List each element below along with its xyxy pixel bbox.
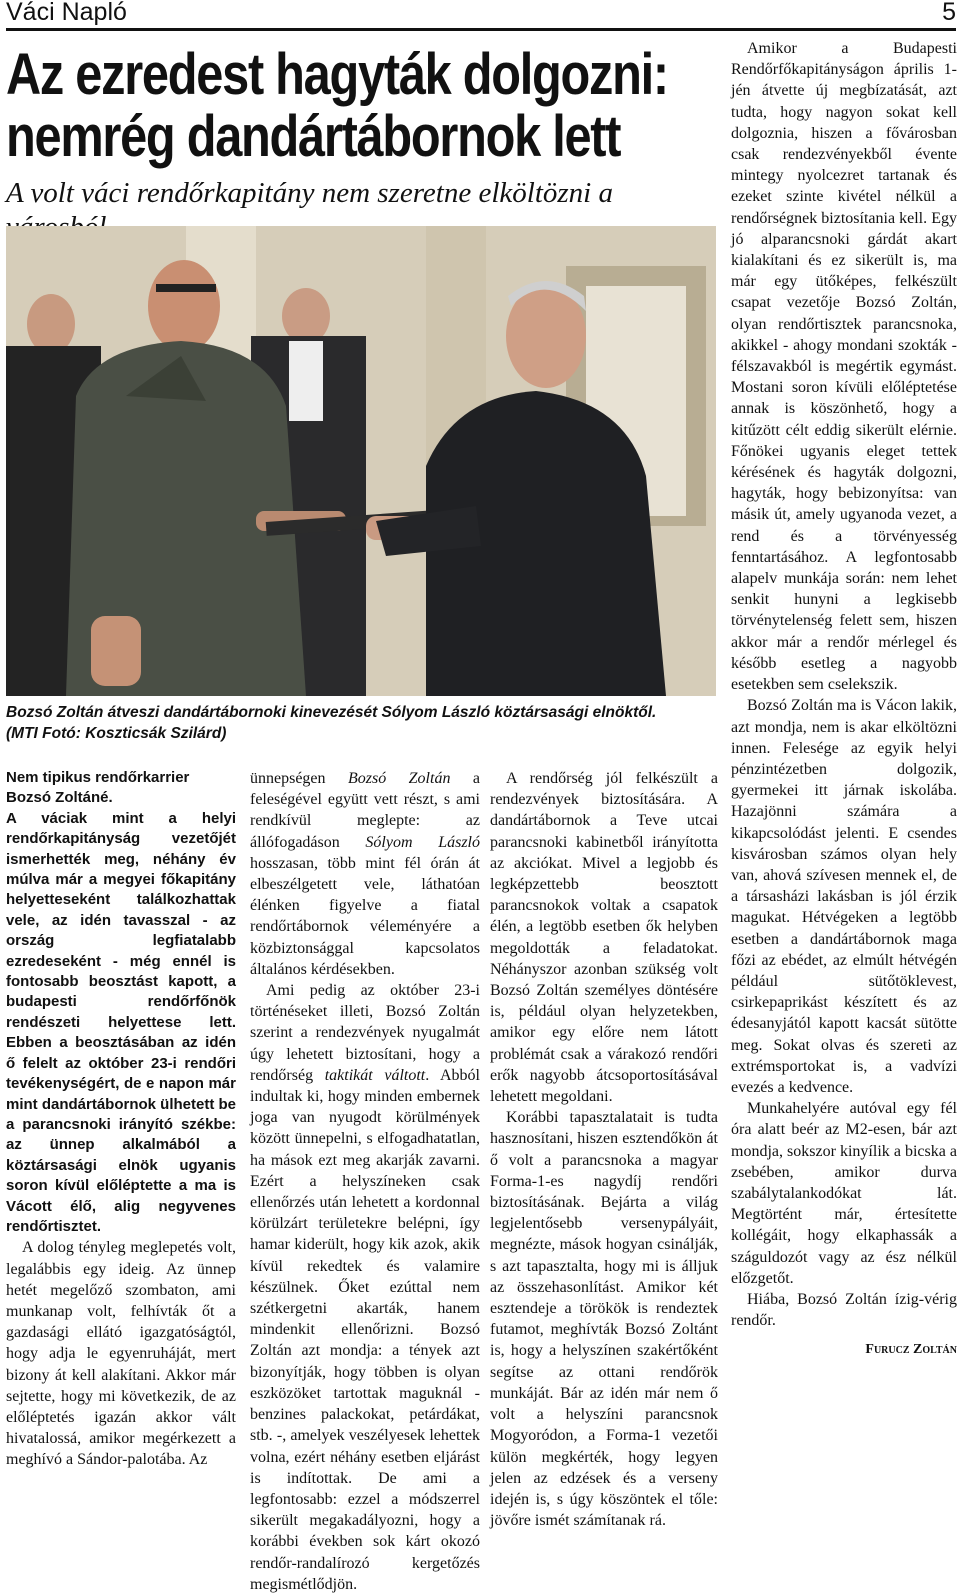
news-photo bbox=[6, 226, 716, 696]
page-number: 5 bbox=[942, 0, 956, 26]
article-column-3 bbox=[490, 768, 718, 1531]
article-column-4 bbox=[731, 38, 957, 1361]
headline-line-2: nemrég dandártábornok lett bbox=[6, 104, 621, 169]
article-column-1 bbox=[6, 768, 236, 1471]
lead-heading: Nem tipikus rendőrkarrier Bozsó Zoltáné. bbox=[6, 769, 190, 807]
body-paragraph-8: Munkahelyére autóval egy fél óra alatt beér az M2-esen, bár azt mondja, sokszor kinyílik a bicska a zsebében, amikor durva szabálytalankodókat lát. Megtörtént már, értesítette kollégáit, hogy elkaphassák a száguldozót vagy az ész nélkül előzgetőt. bbox=[731, 1100, 957, 1287]
person-name-solyom: Sólyom László bbox=[365, 833, 480, 851]
p2-text-a: ünnepségen bbox=[250, 770, 348, 787]
headline bbox=[6, 44, 720, 168]
body-paragraph-9: Hiába, Bozsó Zoltán ízig-vérig rendőr. bbox=[731, 1290, 957, 1330]
photo-credit: (MTI Fotó: Koszticsák Szilárd) bbox=[6, 725, 227, 742]
body-paragraph-4: A rendőrség jól felkészült a rendezvények biztosítására. A dandártábornok a Teve utcai parancsnoki kabinetből irányította az akciókat. Mivel a legjobb és legképzettebb beosztott parancsnokok voltak a csapatok élén, a legtöbb esetben ők helyben megoldották a feladatokat. Néhányszor azonban szükség volt Bozsó Zoltán személyes döntésére is, például olyan helyzetekben, amikor egy előre nem látott problémát csak a várakozó rendőri erők nagyobb átcsoportosításával lehetett megoldani. bbox=[490, 770, 718, 1106]
p3-emphasis: taktikát váltott bbox=[324, 1066, 426, 1084]
lead-paragraph: A váciak mint a helyi rendőrkapitányság vezetőjét ismerhették meg, néhány év múlva már a megyei főkapitány helyetteseként találkozhattak vele, az idén tavasszal - az ország legfiatalabb ezredeseként - még ennél is fontosabb beosztást kapott, a budapesti rendőrfőnök rendészeti helyettese lett. Ebben a beosztásában az idén ő felelt az október 23-i rendőri tevékenységért, de e napon már mint dandártábornok ülhetett be a parancsnoki irányító székbe: az ünnep alkalmából a köztársasági elnök ugyanis soron kívül előléptette a ma is Vácott élő, alig negyvenes rendőrtisztet. bbox=[6, 809, 237, 1235]
paper-name: Váci Napló bbox=[6, 0, 127, 26]
body-paragraph-1: A dolog tényleg meglepetés volt, legalábbis egy ideig. Az ünnep hetét megelőző szombaton, ami munkanap volt, felhívták őt a gazdasági ellátó igazgatóságtól, hogy adja le egyenruháját, mert bizony át kell alakítani. Akkor már sejtette, hogy mi következik, de az előléptetés igazán akkor vált hivatalossá, amikor megérkezett a meghívó a Sándor-palotába. Az bbox=[6, 1239, 236, 1469]
p2-text-c: hosszasan, több mint fél órán át elbeszélgetett vele, láthatóan élénken figyelve a fiatal rendőrtábornok véleményére a közbiztonsággal kapcsolatos általános kérdésekben. bbox=[250, 854, 480, 978]
p2-text-b: a feleségével együtt vett részt, s ami rendkívül meglepte: az állófogadáson bbox=[250, 770, 481, 851]
body-paragraph-6: Amikor a Budapesti Rendőrfőkapitányságon április 1-jén átvette új megbízatását, azt tudta, hogy nagyon sokat kell dolgoznia, hiszen a fővárosban csak rendezvényekből évente mintegy nyolcezret tartanak és ezeket szinte kivétel nélkül a rendőrségnek biztosítania kell. Egy jó alparancsnoki gárdát akart kialakítani és ez sikerült is, ma már egy ütőképes, felkészült csapat vezetője Bozsó Zoltán, olyan rendőrtisztek parancsnoka, akikkel - ahogy mondani szokták - félszavakból is megértik egymást. Mostani soron kívüli előléptetése annak is köszönhető, hogy a kitűzött célt eddig sikerült elérnie. Főnökei ugyanis eleget tettek kérésének és hagyták dolgozni, hagyták, hogy bebizonyítsa: van másik út, amely ugyanoda vezet, a rend és a törvényesség fenntartásához. A legfontosabb alapelv munkája során: nem lehet senkit hunyni a legkisebb törvénytelenség felett sem, hiszen akkor már a rendőr mérlegel és később esetleg a nagyobb esetekben sem cselekszik. bbox=[731, 40, 957, 694]
article-column-2 bbox=[250, 768, 480, 1595]
body-paragraph-3 bbox=[250, 980, 480, 1595]
byline: Furucz Zoltán bbox=[865, 1342, 957, 1358]
photo-illustration bbox=[6, 226, 716, 696]
subheadline: A volt váci rendőrkapitány nem szeretne elköltözni a bbox=[6, 177, 613, 209]
page-header bbox=[6, 0, 956, 28]
photo-caption-text: Bozsó Zoltán átveszi dandártábornoki kinevezését Sólyom László köztársasági elnöktől. bbox=[6, 704, 657, 721]
photo-caption bbox=[6, 702, 726, 744]
body-paragraph-5: Korábbi tapasztalatait is tudta hasznosítani, hiszen esztendőkön át ő volt a parancsnoka a magyar Forma-1-es nagydíj rendőri biztosításának. Bejárta a világ legjelentősebb versenypályáit, megnézte, mások hogyan csinálják, s azt tapasztalta, hogy mi is álljuk az összehasonlítást. Amikor két esztendeje a törökök is rendeztek futamot, meghívták Bozsó Zoltánt is, hogy a helyszínen szakértőként segítse az ottani rendőrök munkáját. Bár az idén már nem ő volt a helyszíni parancsnok Mogyoródon, a Forma-1 vezetői külön megkérték, hogy legyen jelen az edzések és a verseny idején is, s úgy köszöntek el tőle: jövőre ismét számítanak rá. bbox=[490, 1109, 718, 1530]
headline-line-1: Az ezredest hagyták dolgozni: bbox=[6, 42, 668, 107]
p3-text-b: . Abból indultak ki, hogy minden embernek joga van nyugodt körülmények között ünnepelni, s elfogadhatatlan, ha mások ezt meg akarják zavarni. Ezért a helyszíneken csak ellenőrzés után lehetett a kordonnal körülzárt területekre belépni, így hamar kiderült, hogy kik azok, akik kívül rekedtek és valamire készülnek. Őket ezúttal nem szétkergetni akarták, hanem mindenkit ellenőrizni. Bozsó Zoltán azt mondja: a tények azt bizonyítják, hogy többen is olyan eszközöket tartottak maguknál - benzines palackokat, petárdákat, stb. -, amelyek veszélyesek lehettek volna, ezért néhány esetben eljárást is indítottak. De ami a legfontosabb: ezzel a módszerrel sikerült megakadályozni, hogy a korábbi években sok kárt okozó rendőr-randalírozó kergetőzés megismétlődjön. bbox=[250, 1066, 481, 1593]
person-name-bozso: Bozsó Zoltán bbox=[347, 770, 451, 787]
body-paragraph-2 bbox=[250, 768, 480, 980]
header-rule bbox=[6, 28, 956, 31]
p3-text-a: Ami pedig az október 23-i történéseket illeti, Bozsó Zoltán szerint a rendezvények nyugalmát úgy lehetett biztosítani, hogy a rendőrség bbox=[250, 982, 480, 1084]
body-paragraph-7: Bozsó Zoltán ma is Vácon lakik, azt mondja, nem is akar elköltözni innen. Felesége az egyik helyi pénzintézetben dolgozik, gyermekei itt járnak iskolába. Hazajönni számára a kikapcsolódást jelenti. E csendes kisvárosban számos olyan hely van, ahová szívesen mennek el, de a társasházi lakásban is jól érzik magukat. Hétvégeken a legtöbb esetben a dandártábornok maga főzi az ebédet, az elmúlt hétvégén például sütőtöklevest, csirkepaprikást készített és az édesanyjától kapott kacsát sütötte meg. Sokat olvas és szereti az extrémsportokat is, a vadvízi evezés a kedvence. bbox=[731, 697, 957, 1096]
